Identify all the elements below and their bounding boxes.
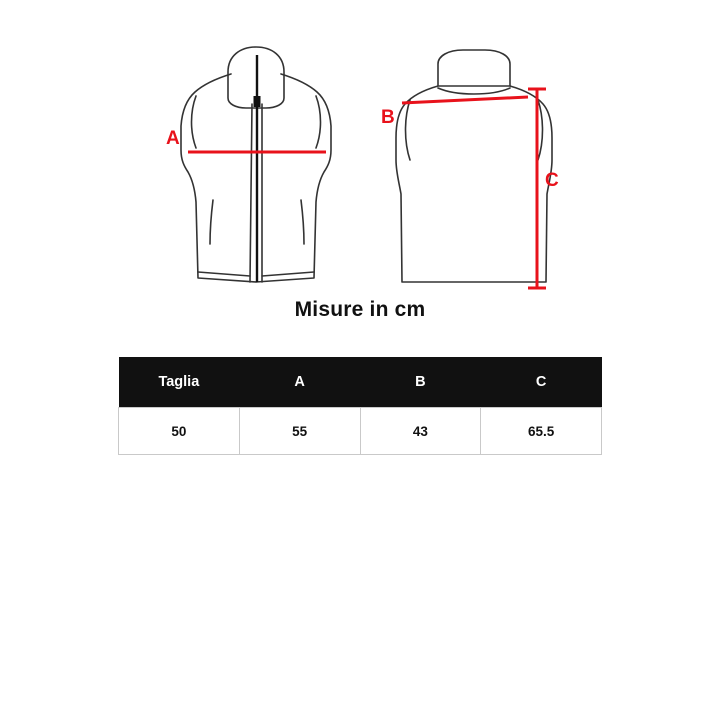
table-header-b: B	[360, 357, 481, 408]
cell-a: 55	[239, 408, 360, 455]
measure-label-a: A	[166, 128, 180, 149]
table-header-a: A	[239, 357, 360, 408]
measure-label-b: B	[381, 107, 395, 128]
garment-diagram	[0, 0, 720, 300]
measure-line-b	[402, 97, 528, 103]
table-header-taglia: Taglia	[119, 357, 240, 408]
table-row	[119, 408, 602, 455]
size-table	[118, 357, 602, 455]
size-table-container	[118, 357, 602, 455]
cell-b: 43	[360, 408, 481, 455]
cell-taglia: 50	[119, 408, 240, 455]
front-zipper	[254, 55, 261, 282]
measure-label-c: C	[545, 170, 559, 191]
vest-back-view	[396, 50, 552, 282]
cell-c: 65.5	[481, 408, 602, 455]
table-header-row	[119, 357, 602, 408]
caption-misure: Misure in cm	[294, 298, 426, 321]
table-header-c: C	[481, 357, 602, 408]
measure-line-c	[528, 88, 546, 289]
